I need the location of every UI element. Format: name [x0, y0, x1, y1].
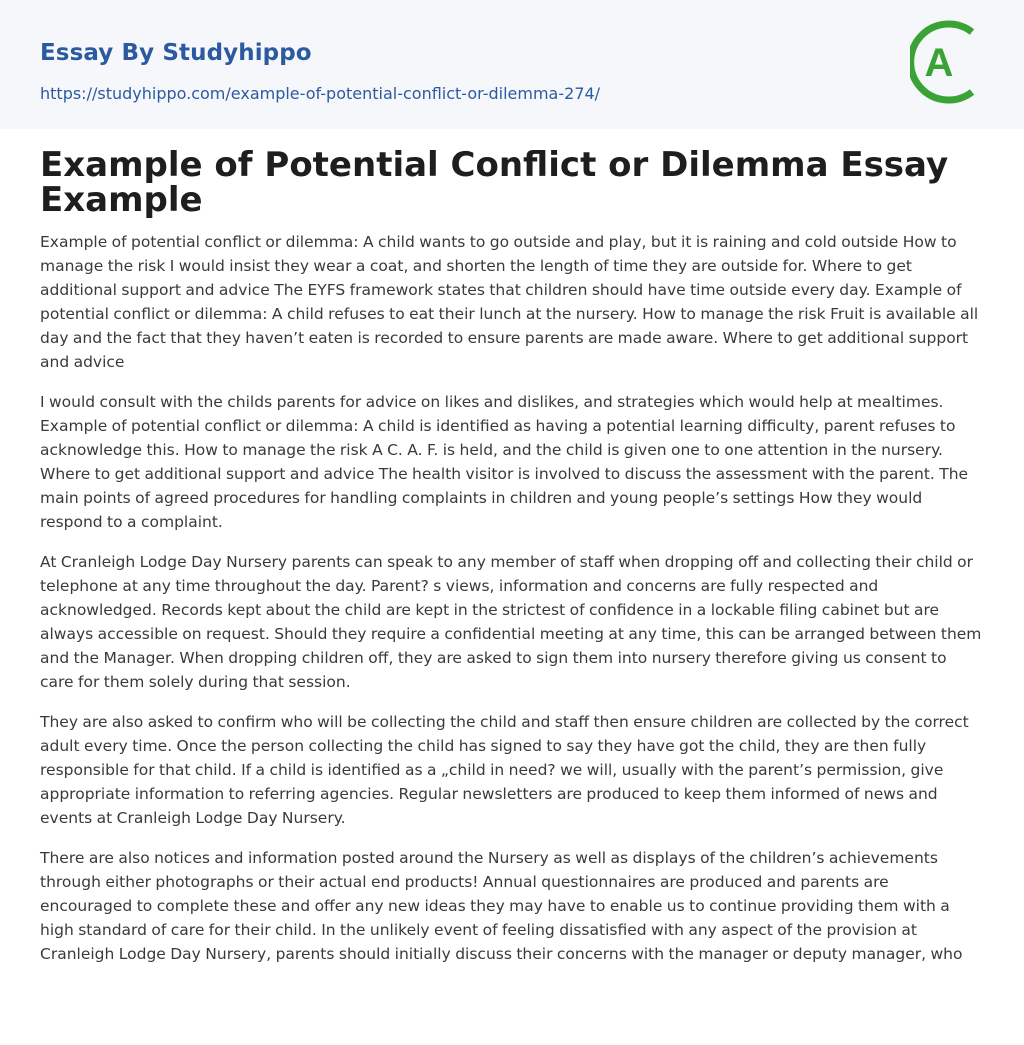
logo-letter: A: [924, 41, 954, 85]
article-paragraph: I would consult with the childs parents for advice on likes and dislikes, and strategies which would help at mealtimes. Example of potential conflict or dilemma: A child is identified as having a potential learning difficulty, parent refuses to acknowledge this. How to manage the risk A C. A. F. is held, and the child is given one to one attention in the nursery. Where to get additional support and advice The health visitor is involved to discuss the assessment with the parent. The main points of agreed procedures for handling complaints in children and young people’s settings How they would respond to a complaint.: [40, 393, 969, 531]
article: [40, 145, 984, 982]
studyhippo-logo-icon[interactable]: [910, 18, 988, 106]
article-title: Example of Potential Conflict or Dilemma Essay Example: [40, 145, 949, 220]
article-paragraph: Example of potential conflict or dilemma: A child wants to go outside and play, but it is raining and cold outside How to manage the risk I would insist they wear a coat, and shorten the length of time they are outside for. Where to get additional support and advice The EYFS framework states that children should have time outside every day. Example of potential conflict or dilemma: A child refuses to eat their lunch at the nursery. How to manage the risk Fruit is available all day and the fact that they haven’t eaten is recorded to ensure parents are made aware. Where to get additional support and advice: [40, 233, 979, 371]
article-paragraph: They are also asked to confirm who will be collecting the child and staff then ensure children are collected by the correct adult every time. Once the person collecting the child has signed to say they have got the child, they are then fully responsible for that child. If a child is identified as a „child in need? we will, usually with the parent’s permission, give appropriate information to referring agencies. Regular newsletters are produced to keep them informed of news and events at Cranleigh Lodge Day Nursery.: [40, 713, 969, 827]
article-paragraph: At Cranleigh Lodge Day Nursery parents can speak to any member of staff when dropping off and collecting their child or telephone at any time throughout the day. Parent? s views, information and concerns are fully respected and acknowledged. Records kept about the child are kept in the strictest of confidence in a lockable filing cabinet but are always accessible on request. Should they require a confidential meeting at any time, this can be arranged between them and the Manager. When dropping children off, they are asked to sign them into nursery therefore giving us consent to care for them solely during that session.: [40, 553, 982, 691]
site-title[interactable]: Essay By Studyhippo: [40, 40, 312, 66]
source-url-link[interactable]: https://studyhippo.com/example-of-potential-conflict-or-dilemma-274/: [40, 84, 601, 103]
site-header: [0, 0, 1024, 129]
article-paragraph: There are also notices and information posted around the Nursery as well as displays of the children’s achievements through either photographs or their actual end products! Annual questionnaires are produced and parents are encouraged to complete these and offer any new ideas they may have to enable us to continue providing them with a high standard of care for their child. In the unlikely event of feeling dissatisfied with any aspect of the provision at Cranleigh Lodge Day Nursery, parents should initially discuss their concerns with the manager or deputy manager, who: [40, 849, 963, 963]
